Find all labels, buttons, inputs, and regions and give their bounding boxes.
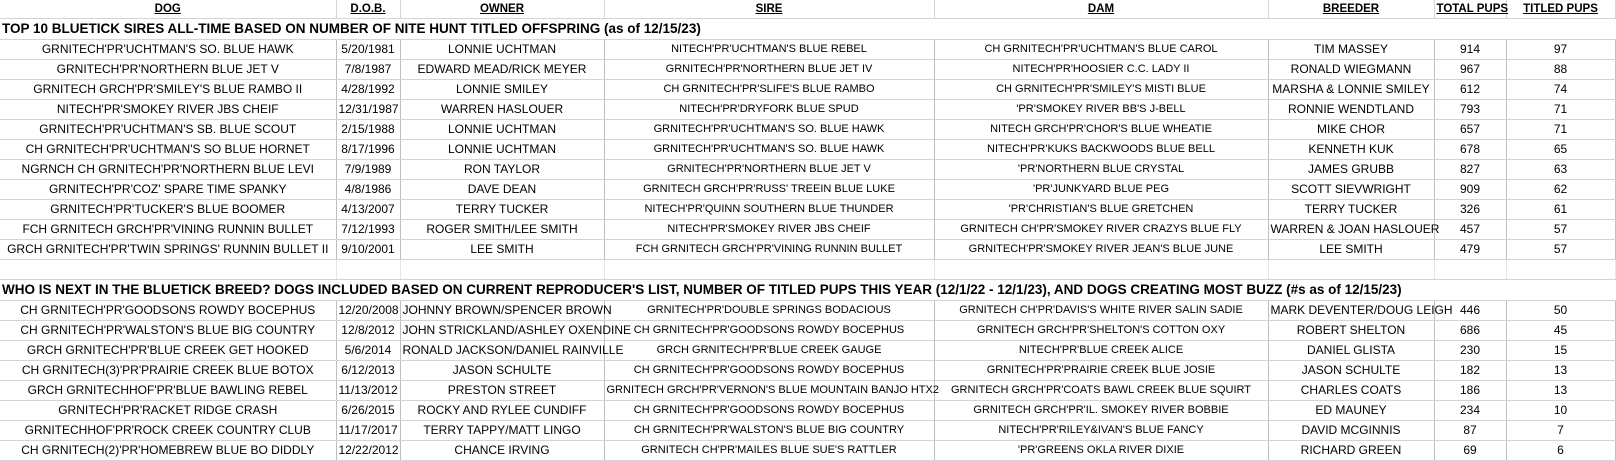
cell-dog[interactable]: GRCH GRNITECH'PR'BLUE CREEK GET HOOKED (0, 341, 336, 361)
cell-total-pups[interactable]: 230 (1434, 341, 1506, 361)
empty-cell[interactable] (934, 260, 1268, 280)
table-row (0, 60, 1615, 80)
cell-titled-pups[interactable]: 13 (1506, 361, 1615, 381)
empty-cell[interactable] (1506, 260, 1615, 280)
empty-cell[interactable] (604, 260, 934, 280)
table-row (0, 180, 1615, 200)
cell-total-pups[interactable]: 914 (1434, 40, 1506, 60)
cell-breeder[interactable]: DANIEL GLISTA (1268, 341, 1434, 361)
cell-dob[interactable]: 6/26/2015 (336, 401, 400, 421)
cell-owner[interactable]: WARREN HASLOUER (400, 100, 604, 120)
cell-total-pups[interactable]: 234 (1434, 401, 1506, 421)
cell-breeder[interactable]: ED MAUNEY (1268, 401, 1434, 421)
table-row (0, 341, 1615, 361)
cell-sire[interactable]: NITECH'PR'SMOKEY RIVER JBS CHEIF (604, 220, 934, 240)
cell-dob[interactable]: 4/28/1992 (336, 80, 400, 100)
cell-dob[interactable]: 4/13/2007 (336, 200, 400, 220)
cell-dog[interactable]: NITECH'PR'SMOKEY RIVER JBS CHEIF (0, 100, 336, 120)
table-row (0, 321, 1615, 341)
header-dob[interactable]: D.O.B. (336, 0, 400, 19)
cell-total-pups[interactable]: 69 (1434, 441, 1506, 461)
cell-breeder[interactable]: RONNIE WENDTLAND (1268, 100, 1434, 120)
cell-breeder[interactable]: KENNETH KUK (1268, 140, 1434, 160)
cell-titled-pups[interactable]: 63 (1506, 160, 1615, 180)
table-row (0, 100, 1615, 120)
cell-total-pups[interactable]: 827 (1434, 160, 1506, 180)
cell-sire[interactable]: CH GRNITECH'PR'GOODSONS ROWDY BOCEPHUS (604, 321, 934, 341)
cell-dob[interactable]: 7/12/1993 (336, 220, 400, 240)
cell-sire[interactable]: GRNITECH'PR'UCHTMAN'S SO. BLUE HAWK (604, 120, 934, 140)
cell-dog[interactable]: GRNITECH'PR'UCHTMAN'S SB. BLUE SCOUT (0, 120, 336, 140)
header-breeder[interactable]: BREEDER (1268, 0, 1434, 19)
cell-dob[interactable]: 12/31/1987 (336, 100, 400, 120)
cell-titled-pups[interactable]: 50 (1506, 301, 1615, 321)
cell-sire[interactable]: NITECH'PR'UCHTMAN'S BLUE REBEL (604, 40, 934, 60)
cell-total-pups[interactable]: 186 (1434, 381, 1506, 401)
cell-breeder[interactable]: CHARLES COATS (1268, 381, 1434, 401)
section1-title-row (0, 19, 1615, 40)
cell-dog[interactable]: GRCH GRNITECHHOF'PR'BLUE BAWLING REBEL (0, 381, 336, 401)
cell-owner[interactable]: LONNIE SMILEY (400, 80, 604, 100)
table-row (0, 421, 1615, 441)
cell-sire[interactable]: GRNITECH'PR'NORTHERN BLUE JET V (604, 160, 934, 180)
cell-dog[interactable]: GRNITECH'PR'UCHTMAN'S SO. BLUE HAWK (0, 40, 336, 60)
cell-dog[interactable]: GRNITECH'PR'COZ' SPARE TIME SPANKY (0, 180, 336, 200)
cell-owner[interactable]: LONNIE UCHTMAN (400, 40, 604, 60)
cell-dob[interactable]: 6/12/2013 (336, 361, 400, 381)
cell-total-pups[interactable]: 612 (1434, 80, 1506, 100)
cell-owner[interactable]: CHANCE IRVING (400, 441, 604, 461)
header-owner[interactable]: OWNER (400, 0, 604, 19)
cell-dog[interactable]: GRNITECH GRCH'PR'SMILEY'S BLUE RAMBO II (0, 80, 336, 100)
cell-dog[interactable]: CH GRNITECH(2)'PR'HOMEBREW BLUE BO DIDDLY (0, 441, 336, 461)
empty-cell[interactable] (400, 260, 604, 280)
cell-titled-pups[interactable]: 13 (1506, 381, 1615, 401)
cell-total-pups[interactable]: 479 (1434, 240, 1506, 260)
spacer-row (0, 260, 1615, 280)
cell-titled-pups[interactable]: 45 (1506, 321, 1615, 341)
cell-dam[interactable]: GRNITECH GRCH'PR'SHELTON'S COTTON OXY (934, 321, 1268, 341)
header-total-pups[interactable]: TOTAL PUPS (1434, 0, 1506, 19)
empty-cell[interactable] (0, 260, 336, 280)
table-row (0, 120, 1615, 140)
cell-sire[interactable]: NITECH'PR'QUINN SOUTHERN BLUE THUNDER (604, 200, 934, 220)
cell-owner[interactable]: TERRY TAPPY/MATT LINGO (400, 421, 604, 441)
cell-titled-pups[interactable]: 71 (1506, 100, 1615, 120)
cell-dob[interactable]: 5/6/2014 (336, 341, 400, 361)
cell-owner[interactable]: JOHNNY BROWN/SPENCER BROWN (400, 301, 604, 321)
cell-sire[interactable]: CH GRNITECH'PR'WALSTON'S BLUE BIG COUNTRY (604, 421, 934, 441)
cell-breeder[interactable]: MARK DEVENTER/DOUG LEIGH (1268, 301, 1434, 321)
cell-total-pups[interactable]: 457 (1434, 220, 1506, 240)
cell-dam[interactable]: 'PR'GREENS OKLA RIVER DIXIE (934, 441, 1268, 461)
cell-total-pups[interactable]: 446 (1434, 301, 1506, 321)
cell-dam[interactable]: CH GRNITECH'PR'SMILEY'S MISTI BLUE (934, 80, 1268, 100)
cell-dob[interactable]: 12/22/2012 (336, 441, 400, 461)
header-sire[interactable]: SIRE (604, 0, 934, 19)
cell-sire[interactable]: GRNITECH CH'PR'MAILES BLUE SUE'S RATTLER (604, 441, 934, 461)
cell-owner[interactable]: RON TAYLOR (400, 160, 604, 180)
header-dog[interactable]: DOG (0, 0, 336, 19)
empty-cell[interactable] (1434, 260, 1506, 280)
cell-dob[interactable]: 9/10/2001 (336, 240, 400, 260)
cell-sire[interactable]: GRNITECH GRCH'PR'RUSS' TREEIN BLUE LUKE (604, 180, 934, 200)
cell-dam[interactable]: NITECH'PR'BLUE CREEK ALICE (934, 341, 1268, 361)
header-titled-pups[interactable]: TITLED PUPS (1506, 0, 1615, 19)
cell-titled-pups[interactable]: 71 (1506, 120, 1615, 140)
cell-titled-pups[interactable]: 7 (1506, 421, 1615, 441)
table-row (0, 140, 1615, 160)
cell-breeder[interactable]: MIKE CHOR (1268, 120, 1434, 140)
cell-dam[interactable]: GRNITECH'PR'SMOKEY RIVER JEAN'S BLUE JUNE (934, 240, 1268, 260)
cell-dam[interactable]: GRNITECH'PR'PRAIRIE CREEK BLUE JOSIE (934, 361, 1268, 381)
cell-total-pups[interactable]: 678 (1434, 140, 1506, 160)
cell-owner[interactable]: JOHN STRICKLAND/ASHLEY OXENDINE (400, 321, 604, 341)
cell-dob[interactable]: 4/8/1986 (336, 180, 400, 200)
cell-owner[interactable]: LONNIE UCHTMAN (400, 140, 604, 160)
cell-dam[interactable]: GRNITECH GRCH'PR'COATS BAWL CREEK BLUE SQUIRT (934, 381, 1268, 401)
cell-total-pups[interactable]: 326 (1434, 200, 1506, 220)
cell-dam[interactable]: 'PR'SMOKEY RIVER BB'S J-BELL (934, 100, 1268, 120)
cell-owner[interactable]: EDWARD MEAD/RICK MEYER (400, 60, 604, 80)
cell-owner[interactable]: LEE SMITH (400, 240, 604, 260)
cell-titled-pups[interactable]: 62 (1506, 180, 1615, 200)
cell-dob[interactable]: 12/20/2008 (336, 301, 400, 321)
cell-total-pups[interactable]: 967 (1434, 60, 1506, 80)
cell-breeder[interactable]: RONALD WIEGMANN (1268, 60, 1434, 80)
cell-dam[interactable]: NITECH'PR'KUKS BACKWOODS BLUE BELL (934, 140, 1268, 160)
cell-dam[interactable]: NITECH'PR'HOOSIER C.C. LADY II (934, 60, 1268, 80)
cell-total-pups[interactable]: 182 (1434, 361, 1506, 381)
cell-dam[interactable]: 'PR'CHRISTIAN'S BLUE GRETCHEN (934, 200, 1268, 220)
section1-title[interactable]: TOP 10 BLUETICK SIRES ALL-TIME BASED ON NUMBER OF NITE HUNT TITLED OFFSPRING (as of 12/15/23) (0, 19, 1615, 40)
table-row (0, 80, 1615, 100)
cell-dob[interactable]: 11/17/2017 (336, 421, 400, 441)
cell-sire[interactable]: GRNITECH GRCH'PR'VERNON'S BLUE MOUNTAIN BANJO HTX2 (604, 381, 934, 401)
cell-breeder[interactable]: TIM MASSEY (1268, 40, 1434, 60)
table-row (0, 200, 1615, 220)
cell-dam[interactable]: 'PR'JUNKYARD BLUE PEG (934, 180, 1268, 200)
section2-title-row (0, 280, 1615, 301)
cell-dob[interactable]: 12/8/2012 (336, 321, 400, 341)
table-row (0, 401, 1615, 421)
cell-titled-pups[interactable]: 15 (1506, 341, 1615, 361)
cell-breeder[interactable]: SCOTT SIEVWRIGHT (1268, 180, 1434, 200)
cell-dam[interactable]: CH GRNITECH'PR'UCHTMAN'S BLUE CAROL (934, 40, 1268, 60)
cell-dob[interactable]: 7/9/1989 (336, 160, 400, 180)
cell-dam[interactable]: NITECH'PR'RILEY&IVAN'S BLUE FANCY (934, 421, 1268, 441)
cell-total-pups[interactable]: 87 (1434, 421, 1506, 441)
cell-dog[interactable]: CH GRNITECH'PR'WALSTON'S BLUE BIG COUNTRY (0, 321, 336, 341)
cell-breeder[interactable]: JASON SCHULTE (1268, 361, 1434, 381)
cell-titled-pups[interactable]: 57 (1506, 240, 1615, 260)
empty-cell[interactable] (336, 260, 400, 280)
cell-breeder[interactable]: DAVID MCGINNIS (1268, 421, 1434, 441)
cell-total-pups[interactable]: 909 (1434, 180, 1506, 200)
cell-dog[interactable]: CH GRNITECH'PR'GOODSONS ROWDY BOCEPHUS (0, 301, 336, 321)
cell-titled-pups[interactable]: 10 (1506, 401, 1615, 421)
cell-breeder[interactable]: MARSHA & LONNIE SMILEY (1268, 80, 1434, 100)
table-row (0, 240, 1615, 260)
cell-sire[interactable]: GRNITECH'PR'NORTHERN BLUE JET IV (604, 60, 934, 80)
table-row (0, 441, 1615, 461)
cell-breeder[interactable]: ROBERT SHELTON (1268, 321, 1434, 341)
cell-total-pups[interactable]: 686 (1434, 321, 1506, 341)
cell-total-pups[interactable]: 657 (1434, 120, 1506, 140)
cell-dog[interactable]: NGRNCH CH GRNITECH'PR'NORTHERN BLUE LEVI (0, 160, 336, 180)
cell-titled-pups[interactable]: 74 (1506, 80, 1615, 100)
cell-dam[interactable]: NITECH GRCH'PR'CHOR'S BLUE WHEATIE (934, 120, 1268, 140)
cell-titled-pups[interactable]: 61 (1506, 200, 1615, 220)
cell-dog[interactable]: GRNITECH'PR'TUCKER'S BLUE BOOMER (0, 200, 336, 220)
cell-total-pups[interactable]: 793 (1434, 100, 1506, 120)
cell-dam[interactable]: GRNITECH CH'PR'DAVIS'S WHITE RIVER SALIN SADIE (934, 301, 1268, 321)
cell-owner[interactable]: JASON SCHULTE (400, 361, 604, 381)
cell-breeder[interactable]: TERRY TUCKER (1268, 200, 1434, 220)
cell-sire[interactable]: GRNITECH'PR'UCHTMAN'S SO. BLUE HAWK (604, 140, 934, 160)
table-row (0, 160, 1615, 180)
cell-dog[interactable]: GRNITECH'PR'RACKET RIDGE CRASH (0, 401, 336, 421)
header-dam[interactable]: DAM (934, 0, 1268, 19)
cell-sire[interactable]: NITECH'PR'DRYFORK BLUE SPUD (604, 100, 934, 120)
table-row (0, 40, 1615, 60)
cell-dam[interactable]: 'PR'NORTHERN BLUE CRYSTAL (934, 160, 1268, 180)
cell-dog[interactable]: GRNITECHHOF'PR'ROCK CREEK COUNTRY CLUB (0, 421, 336, 441)
table-row (0, 301, 1615, 321)
cell-titled-pups[interactable]: 88 (1506, 60, 1615, 80)
cell-dob[interactable]: 5/20/1981 (336, 40, 400, 60)
cell-dob[interactable]: 8/17/1996 (336, 140, 400, 160)
cell-owner[interactable]: ROCKY AND RYLEE CUNDIFF (400, 401, 604, 421)
cell-dam[interactable]: GRNITECH GRCH'PR'IL. SMOKEY RIVER BOBBIE (934, 401, 1268, 421)
header-row (0, 0, 1615, 19)
cell-titled-pups[interactable]: 57 (1506, 220, 1615, 240)
cell-owner[interactable]: PRESTON STREET (400, 381, 604, 401)
cell-dob[interactable]: 11/13/2012 (336, 381, 400, 401)
cell-titled-pups[interactable]: 97 (1506, 40, 1615, 60)
cell-breeder[interactable]: JAMES GRUBB (1268, 160, 1434, 180)
cell-owner[interactable]: ROGER SMITH/LEE SMITH (400, 220, 604, 240)
section2-title[interactable]: WHO IS NEXT IN THE BLUETICK BREED? DOGS INCLUDED BASED ON CURRENT REPRODUCER'S LIST, NUMBER OF TITLED PUPS THIS YEAR (12/1/22 - 12/1/23), AND DOGS CREATING MOST BUZZ (#s as of 12/15/23) (0, 280, 1615, 301)
cell-owner[interactable]: RONALD JACKSON/DANIEL RAINVILLE (400, 341, 604, 361)
cell-titled-pups[interactable]: 6 (1506, 441, 1615, 461)
cell-sire[interactable]: CH GRNITECH'PR'GOODSONS ROWDY BOCEPHUS (604, 401, 934, 421)
cell-breeder[interactable]: WARREN & JOAN HASLOUER (1268, 220, 1434, 240)
cell-breeder[interactable]: LEE SMITH (1268, 240, 1434, 260)
cell-titled-pups[interactable]: 65 (1506, 140, 1615, 160)
table-row (0, 220, 1615, 240)
cell-dog[interactable]: GRNITECH'PR'NORTHERN BLUE JET V (0, 60, 336, 80)
cell-dog[interactable]: CH GRNITECH'PR'UCHTMAN'S SO BLUE HORNET (0, 140, 336, 160)
cell-owner[interactable]: DAVE DEAN (400, 180, 604, 200)
cell-dam[interactable]: GRNITECH CH'PR'SMOKEY RIVER CRAZYS BLUE FLY (934, 220, 1268, 240)
cell-sire[interactable]: FCH GRNITECH GRCH'PR'VINING RUNNIN BULLET (604, 240, 934, 260)
cell-owner[interactable]: TERRY TUCKER (400, 200, 604, 220)
cell-dog[interactable]: FCH GRNITECH GRCH'PR'VINING RUNNIN BULLET (0, 220, 336, 240)
cell-owner[interactable]: LONNIE UCHTMAN (400, 120, 604, 140)
table-row (0, 381, 1615, 401)
cell-dog[interactable]: CH GRNITECH(3)'PR'PRAIRIE CREEK BLUE BOTOX (0, 361, 336, 381)
cell-breeder[interactable]: RICHARD GREEN (1268, 441, 1434, 461)
cell-sire[interactable]: CH GRNITECH'PR'SLIFE'S BLUE RAMBO (604, 80, 934, 100)
table-row (0, 361, 1615, 381)
cell-dob[interactable]: 7/8/1987 (336, 60, 400, 80)
cell-dog[interactable]: GRCH GRNITECH'PR'TWIN SPRINGS' RUNNIN BULLET II (0, 240, 336, 260)
cell-sire[interactable]: GRNITECH'PR'DOUBLE SPRINGS BODACIOUS (604, 301, 934, 321)
cell-sire[interactable]: CH GRNITECH'PR'GOODSONS ROWDY BOCEPHUS (604, 361, 934, 381)
cell-dob[interactable]: 2/15/1988 (336, 120, 400, 140)
cell-sire[interactable]: GRCH GRNITECH'PR'BLUE CREEK GAUGE (604, 341, 934, 361)
empty-cell[interactable] (1268, 260, 1434, 280)
